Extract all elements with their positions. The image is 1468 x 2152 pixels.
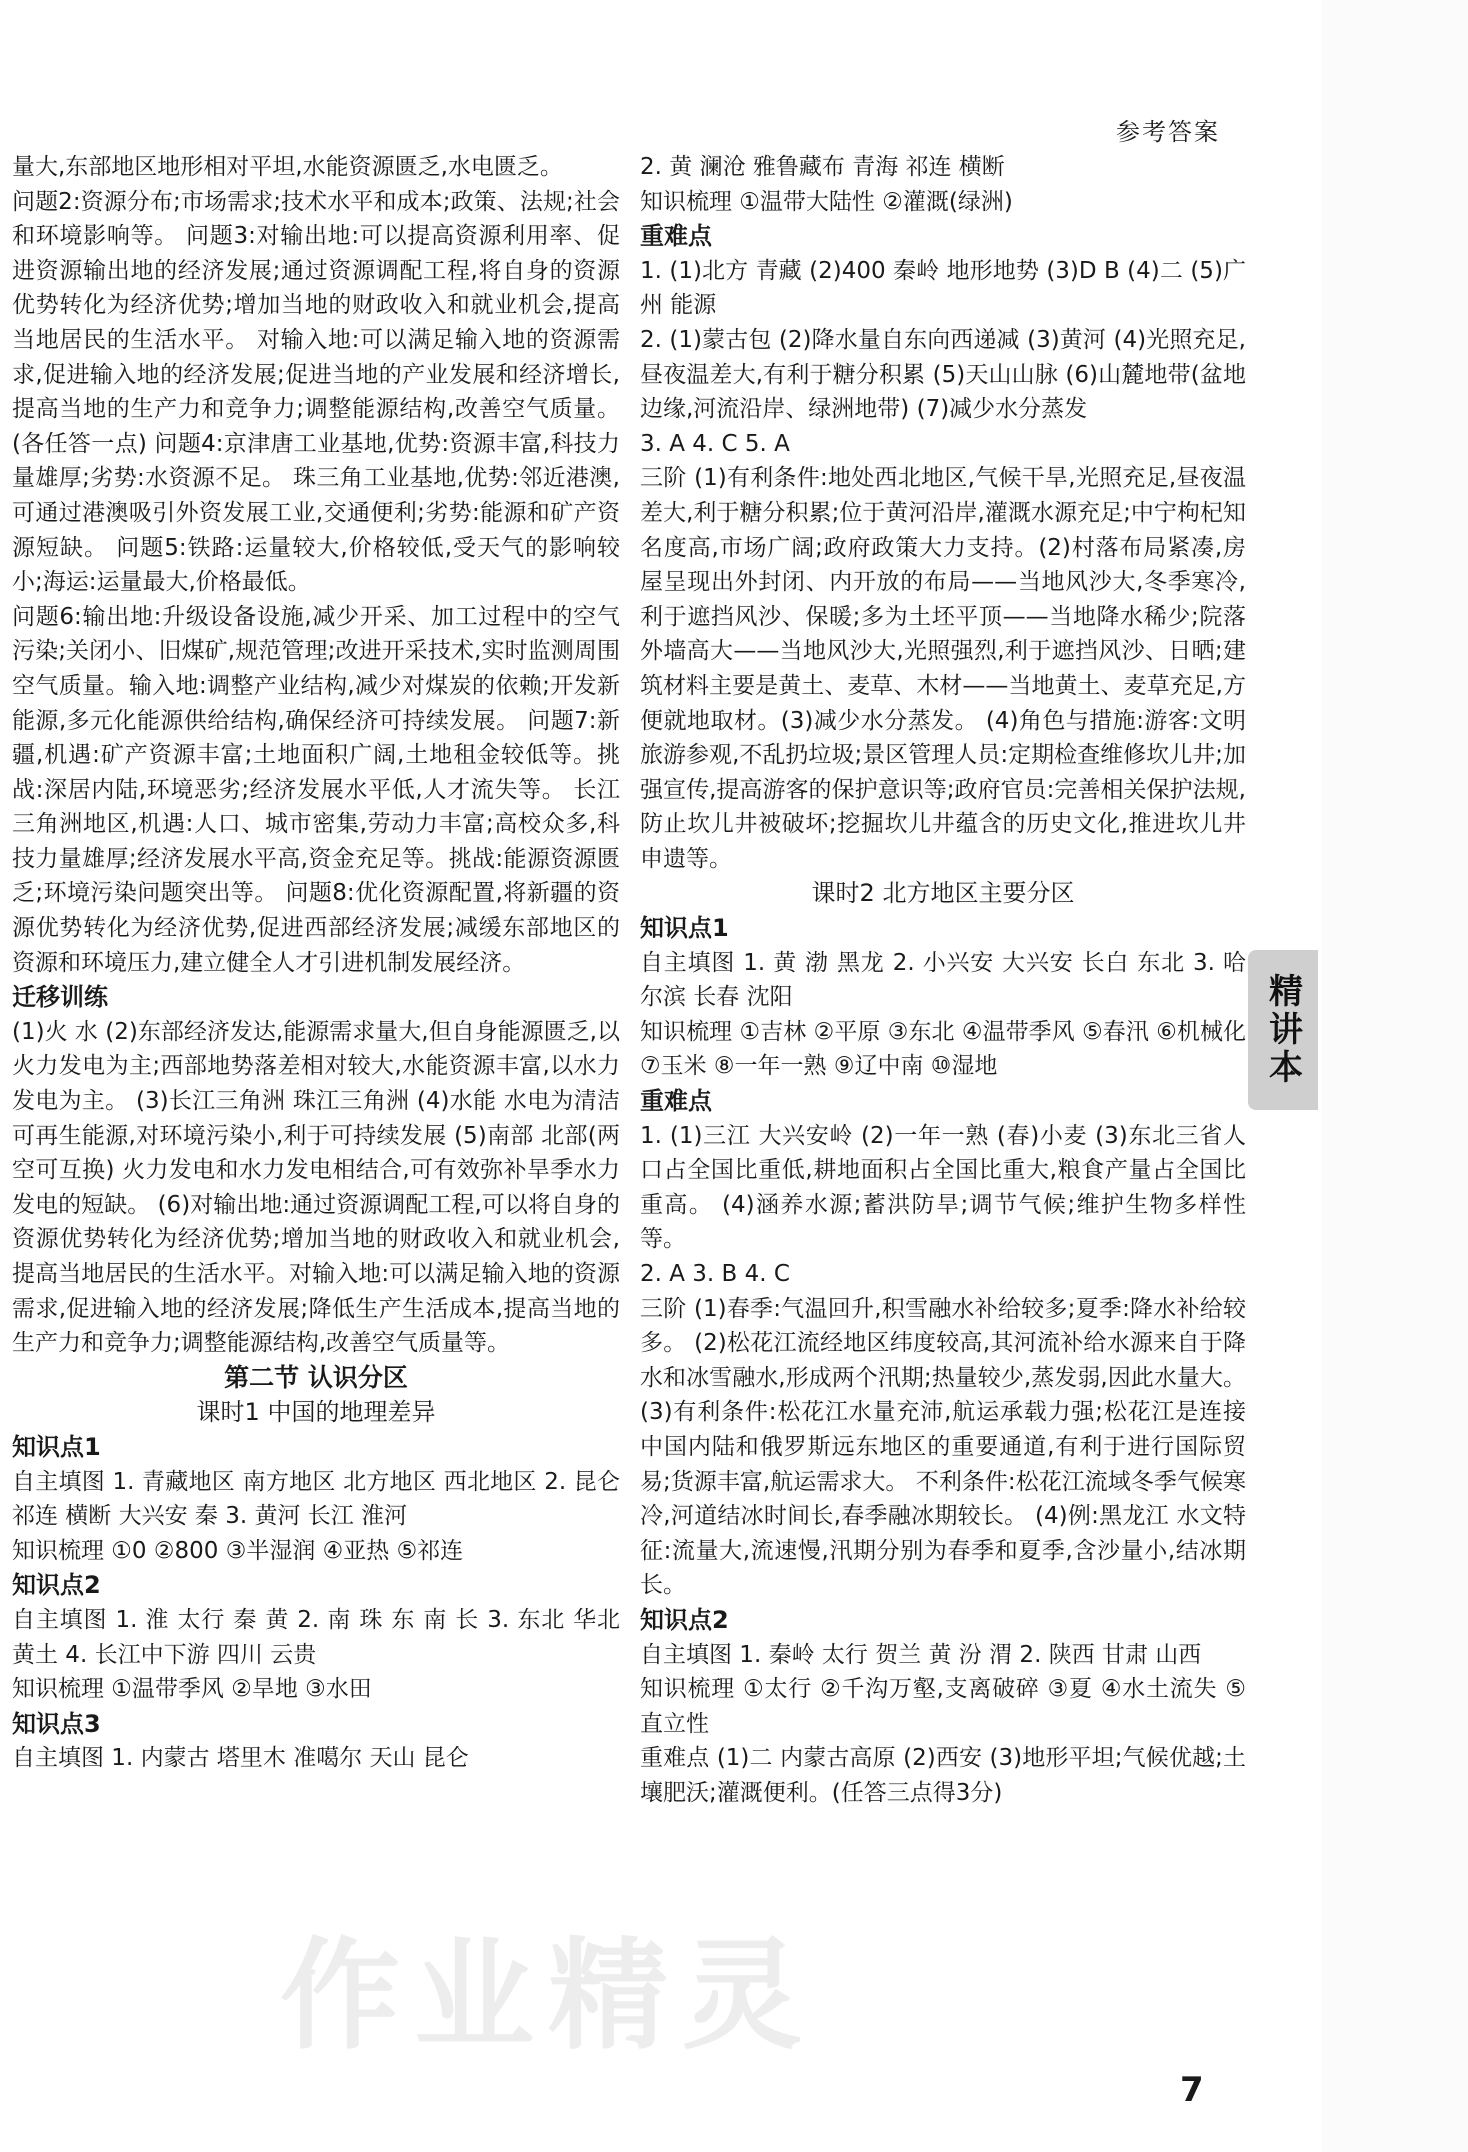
answer-paragraph: 自主填图 1. 淮 太行 秦 黄 2. 南 珠 东 南 长 3. 东北 华北 黄土 4. 长江中下游 四川 云贵 [12,1606,620,1668]
answer-paragraph: 问题2:资源分布;市场需求;技术水平和成本;政策、法规;社会和环境影响等。 问题3:对输出地:可以提高资源利用率、促进资源输出地的经济发展;通过资源调配工程,将自身的资源优势转化为经济优势;增加当地的财政收入和就业机会,提高当地居民的生活水平。 对输入地:可以满足输入地的资源需求,促进输入地的经济发展;促进当地的产业发展和经济增长,提高当地的生产力和竞争力;调整能源结构,改善空气质量。(各任答一点) 问题4:京津唐工业基地,优势:资源丰富,科技力量雄厚;劣势:水资源不足。 珠三角工业基地,优势:邻近港澳,可通过港澳吸引外资发展工业,交通便利;劣势:能源和矿产资源短缺。 问题5:铁路:运量较大,价格较低,受天气的影响较小;海运:运量最大,价格最低。 [12,188,620,596]
answer-paragraph: 问题6:输出地:升级设备设施,减少开采、加工过程中的空气污染;关闭小、旧煤矿,规范管理;改进开采技术,实时监测周围空气质量。输入地:调整产业结构,减少对煤炭的依赖;开发新能源,多元化能源供给结构,确保经济可持续发展。 问题7:新疆,机遇:矿产资源丰富;土地面积广阔,土地租金较低等。挑战:深居内陆,环境恶劣;经济发展水平低,人才流失等。 长江三角洲地区,机遇:人口、城市密集,劳动力丰富;高校众多,科技力量雄厚;经济发展水平高,资金充足等。挑战:能源资源匮乏;环境污染问题突出等。 问题8:优化资源配置,将新疆的资源优势转化为经济优势,促进西部经济发展;减缓东部地区的资源和环境压力,建立健全人才引进机制发展经济。 [12,603,620,976]
answer-paragraph: 2. A 3. B 4. C [640,1261,790,1287]
answer-paragraph: 1. (1)北方 青藏 (2)400 秦岭 地形地势 (3)D B (4)二 (5)广州 能源 [640,257,1246,319]
section-heading: 知识点1 [640,914,729,943]
page-margin-strip [1322,0,1468,2152]
section-heading: 课时2 北方地区主要分区 [811,879,1075,908]
answer-paragraph: 知识梳理 ①温带大陆性 ②灌溉(绿洲) [640,188,1013,215]
section-heading: 课时1 中国的地理差异 [196,1398,436,1427]
answer-paragraph: 知识梳理 ①0 ②800 ③半湿润 ④亚热 ⑤祁连 [12,1537,464,1564]
section-heading: 知识点1 [12,1432,101,1461]
answer-paragraph: 知识梳理 ①太行 ②千沟万壑,支离破碎 ③夏 ④水土流失 ⑤直立性 [640,1676,1246,1737]
section-heading: 迁移训练 [12,983,108,1012]
side-tab-label: 精讲本 [1262,973,1303,1087]
section-heading: 重难点 [640,222,712,251]
answer-paragraph: 知识梳理 ①温带季风 ②旱地 ③水田 [12,1676,372,1703]
answer-paragraph: 3. A 4. C 5. A [640,430,790,457]
section-heading: 知识点2 [12,1571,101,1600]
answer-paragraph: (1)火 水 (2)东部经济发达,能源需求量大,但自身能源匮乏,以火力发电为主;西部地势落差相对较大,水能资源丰富,以水力发电为主。 (3)长江三角洲 珠江三角洲 (4)水能 水电为清洁可再生能源,对环境污染小,利于可持续发展 (5)南部 北部(两空可互换) 火力发电和水力发电相结合,可有效弥补旱季水力发电的短缺。 (6)对输出地:通过资源调配工程,可以将自身的资源优势转化为经济优势;增加当地的财政收入和就业机会,提高当地居民的生活水平。对输入地:可以满足输入地的资源需求,促进输入地的经济发展;降低生产生活成本,提高当地的生产力和竞争力;调整能源结构,改善空气质量等。 [12,1018,620,1357]
answer-paragraph: 自主填图 1. 秦岭 太行 贺兰 黄 汾 渭 2. 陕西 甘肃 山西 [640,1641,1202,1668]
answer-paragraph: 三阶 (1)有利条件:地处西北地区,气候干旱,光照充足,昼夜温差大,利于糖分积累;位于黄河沿岸,灌溉水源充足;中宁枸杞知名度高,市场广阔;政府政策大力支持。(2)村落布局紧凑,房屋呈现出外封闭、内开放的布局——当地风沙大,冬季寒冷,利于遮挡风沙、保暖;多为土坯平顶——当地降水稀少;院落外墙高大——当地风沙大,光照强烈,利于遮挡风沙、日晒;建筑材料主要是黄土、麦草、木材——当地黄土、麦草充足,方便就地取材。(3)减少水分蒸发。 (4)角色与措施:游客:文明旅游参观,不乱扔垃圾;景区管理人员:定期检查维修坎儿井;加强宣传,提高游客的保护意识等;政府官员:完善相关保护法规,防止坎儿井被破坏;挖掘坎儿井蕴含的历史文化,推进坎儿井申遗等。 [640,465,1246,872]
page-header-title: 参考答案 [1116,118,1220,146]
page-number: 7 [1180,2070,1204,2110]
answer-paragraph: 量大,东部地区地形相对平坦,水能资源匮乏,水电匮乏。 [12,154,563,180]
answer-paragraph: 2. (1)蒙古包 (2)降水量自东向西递减 (3)黄河 (4)光照充足,昼夜温差大,有利于糖分积累 (5)天山山脉 (6)山麓地带(盆地边缘,河流沿岸、绿洲地带) (7)减少水分蒸发 [640,326,1246,423]
section-heading: 知识点3 [12,1709,101,1738]
left-column [12,150,620,1776]
answer-paragraph: 1. (1)三江 大兴安岭 (2)一年一熟 (春)小麦 (3)东北三省人口占全国比重低,耕地面积占全国比重大,粮食产量占全国比重高。 (4)涵养水源;蓄洪防旱;调节气候;维护生物多样性等。 [640,1122,1246,1253]
section-heading: 重难点 [640,1087,712,1116]
answer-paragraph: 自主填图 1. 青藏地区 南方地区 北方地区 西北地区 2. 昆仑 祁连 横断 大兴安 秦 3. 黄河 长江 淮河 [12,1468,620,1530]
answer-paragraph: 自主填图 1. 黄 渤 黑龙 2. 小兴安 大兴安 长白 东北 3. 哈尔滨 长春 沈阳 [640,949,1246,1011]
section-heading: 第二节 认识分区 [224,1362,408,1392]
answer-paragraph: 自主填图 1. 内蒙古 塔里木 准噶尔 天山 昆仑 [12,1745,469,1772]
right-column [640,150,1246,1811]
section-heading: 知识点2 [640,1605,729,1634]
answer-paragraph: 重难点 (1)二 内蒙古高原 (2)西安 (3)地形平坦;气候优越;土壤肥沃;灌溉便利。(任答三点得3分) [640,1745,1246,1806]
answer-paragraph: 三阶 (1)春季:气温回升,积雪融水补给较多;夏季:降水补给较多。 (2)松花江流经地区纬度较高,其河流补给水源来自于降水和冰雪融水,形成两个汛期;热量较少,蒸发弱,因此水量大。 (3)有利条件:松花江水量充沛,航运承载力强;松花江是连接中国内陆和俄罗斯远东地区的重要通道,有利于进行国际贸易;货源丰富,航运需求大。 不利条件:松花江流域冬季气候寒冷,河道结冰时间长,春季融冰期较长。 (4)例:黑龙江 水文特征:流量大,流速慢,汛期分别为春季和夏季,含沙量小,结冰期长。 [640,1295,1246,1599]
answer-paragraph: 2. 黄 澜沧 雅鲁藏布 青海 祁连 横断 [640,154,1005,180]
answer-paragraph: 知识梳理 ①吉林 ②平原 ③东北 ④温带季风 ⑤春汛 ⑥机械化 ⑦玉米 ⑧一年一熟 ⑨辽中南 ⑩湿地 [640,1018,1246,1080]
watermark-logo: 作业精灵 [280,1925,816,2066]
side-tab [1248,950,1318,1110]
